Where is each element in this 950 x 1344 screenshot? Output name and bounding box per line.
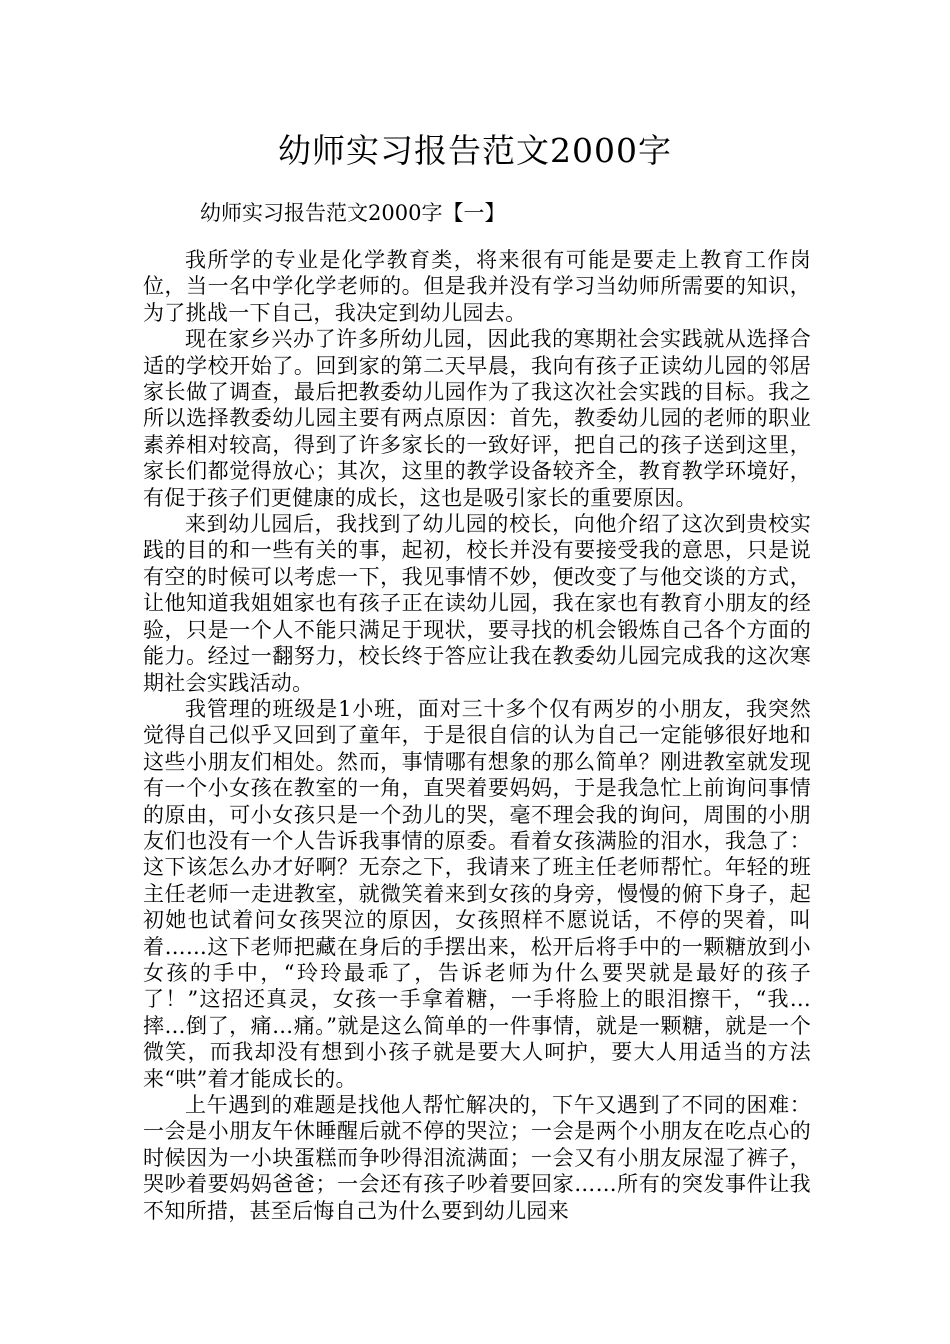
paragraph: 来到幼儿园后，我找到了幼儿园的校长，向他介绍了这次到贵校实践的目的和一些有关的事，起初，校长并没有要接受我的意思，只是说有空的时候可以考虑一下，我见事情不妙，便改变了与他交谈的方式，让他知道我姐姐家也有孩子正在读幼儿园，我在家也有教育小朋友的经验，只是一个人不能只满足于现状，要寻找的机会锻炼自己各个方面的能力。经过一翻努力，校长终于答应让我在教委幼儿园完成我的这次寒期社会实践活动。 (143, 512, 811, 695)
paragraph: 上午遇到的难题是找他人帮忙解决的，下午又遇到了不同的困难：一会是小朋友午休睡醒后就不停的哭泣；一会是两个小朋友在吃点心的时候因为一小块蛋糕而争吵得泪流满面；一会又有小朋友尿湿了裤子，哭吵着要妈妈爸爸；一会还有孩子吵着要回家……所有的突发事件让我不知所措，甚至后悔自己为什么要到幼儿园来 (143, 1093, 811, 1223)
paragraph: 我管理的班级是1小班，面对三十多个仅有两岁的小朋友，我突然觉得自己似乎又回到了童年，于是很自信的认为自己一定能够很好地和这些小朋友们相处。然而，事情哪有想象的那么简单？刚进教室就发现有一个小女孩在教室的一角，直哭着要妈妈，于是我急忙上前询问事情的原由，可小女孩只是一个劲儿的哭，毫不理会我的询问，周围的小朋友们也没有一个人告诉我事情的原委。看着女孩满脸的泪水，我急了：这下该怎么办才好啊？无奈之下，我请来了班主任老师帮忙。年轻的班主任老师一走进教室，就微笑着来到女孩的身旁，慢慢的俯下身子，起初她也试着问女孩哭泣的原因，女孩照样不愿说话，不停的哭着，叫着……这下老师把藏在身后的手摆出来，松开后将手中的一颗糖放到小女孩的手中，“玲玲最乖了，告诉老师为什么要哭就是最好的孩子了！”这招还真灵，女孩一手拿着糖，一手将脸上的眼泪擦干，“我…摔…倒了，痛…痛。”就是这么简单的一件事情，就是一颗糖，就是一个微笑，而我却没有想到小孩子就是要大人呵护，要大人用适当的方法来“哄”着才能成长的。 (143, 696, 811, 1091)
paragraph: 我所学的专业是化学教育类，将来很有可能是要走上教育工作岗位，当一名中学化学老师的。但是我并没有学习当幼师所需要的知识，为了挑战一下自己，我决定到幼儿园去。 (143, 248, 811, 325)
paragraph: 现在家乡兴办了许多所幼儿园，因此我的寒期社会实践就从选择合适的学校开始了。回到家的第二天早晨，我向有孩子正读幼儿园的邻居家长做了调查，最后把教委幼儿园作为了我这次社会实践的目标。我之所以选择教委幼儿园主要有两点原因：首先，教委幼儿园的老师的职业素养相对较高，得到了许多家长的一致好评，把自己的孩子送到这里，家长们都觉得放心；其次，这里的教学设备较齐全，教育教学环境好，有促于孩子们更健康的成长，这也是吸引家长的重要原因。 (143, 327, 811, 510)
document-title: 幼师实习报告范文2000字 (278, 131, 672, 170)
section-heading: 幼师实习报告范文2000字【一】 (200, 201, 506, 225)
document-body (143, 247, 811, 1224)
